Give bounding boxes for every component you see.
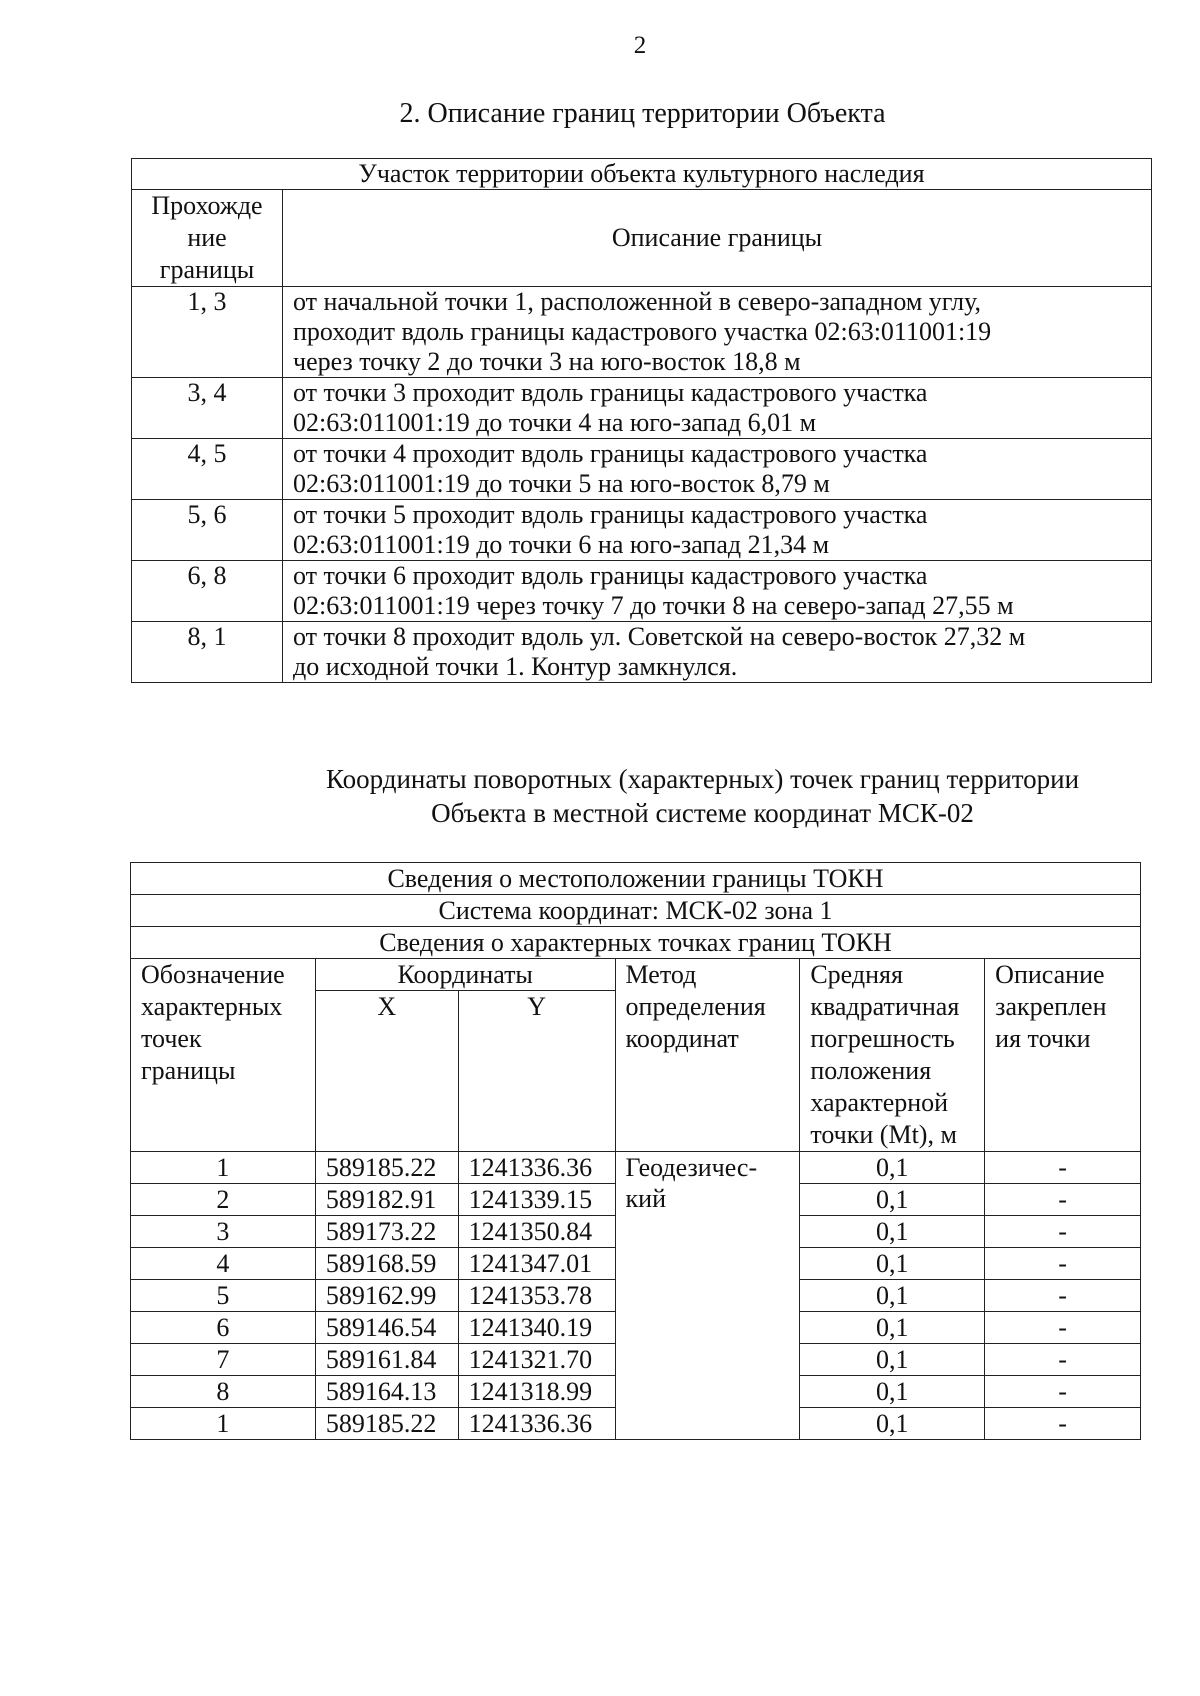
col-error-line: Средняя [810,960,903,989]
fix-cell: - [985,1344,1141,1376]
coordinates-title [240,762,1165,830]
description-cell [283,561,1152,622]
col-passage-header [132,190,283,287]
col-error-line: точки (Mt), м [810,1120,957,1149]
table-row [131,1152,1141,1184]
col-error-line: положения [810,1056,932,1085]
table2-head-location: Сведения о местоположении границы ТОКН [131,863,1141,895]
col-error-line: квадратичная [810,992,960,1021]
col-passage-line: ние [187,223,227,252]
table2-head-system: Система координат: МСК-02 зона 1 [131,895,1141,927]
description-line: 02:63:011001:19 до точки 6 на юго-запад 21,34 м [293,530,830,559]
fix-cell: - [985,1312,1141,1344]
col-error-line: погрешность [810,1024,955,1053]
x-cell: 589161.84 [315,1344,458,1376]
x-cell: 589162.99 [315,1280,458,1312]
description-line: 02:63:011001:19 через точку 7 до точки 8 на северо-запад 27,55 м [293,591,1014,620]
segment-cell: 6, 8 [132,561,283,622]
col-description-header: Описание границы [283,190,1152,287]
x-cell: 589146.54 [315,1312,458,1344]
col-error-line: характерной [810,1088,949,1117]
col-x-header: X [315,991,458,1152]
y-cell: 1241318.99 [458,1376,615,1408]
error-cell: 0,1 [800,1408,985,1440]
table-row [132,439,1152,500]
error-cell: 0,1 [800,1376,985,1408]
boundary-description-table [131,158,1152,683]
fix-cell: - [985,1184,1141,1216]
error-cell: 0,1 [800,1184,985,1216]
description-line: от начальной точки 1, расположенной в северо-западном углу, [293,287,982,316]
point-number-cell: 5 [131,1280,316,1312]
segment-cell: 4, 5 [132,439,283,500]
col-point-line: характерных [141,992,283,1021]
point-number-cell: 2 [131,1184,316,1216]
error-cell: 0,1 [800,1152,985,1184]
coordinates-title-line: Объекта в местной системе координат МСК-02 [431,798,974,828]
col-method-header [615,959,800,1152]
description-cell [283,622,1152,683]
table2-head-points: Сведения о характерных точках границ ТОКН [131,927,1141,959]
y-cell: 1241336.36 [458,1408,615,1440]
description-line: 02:63:011001:19 до точки 5 на юго-восток 8,79 м [293,469,830,498]
col-error-header [800,959,985,1152]
table-row [132,622,1152,683]
fix-cell: - [985,1152,1141,1184]
description-line: 02:63:011001:19 до точки 4 на юго-запад 6,01 м [293,408,817,437]
page-number: 2 [633,32,647,59]
table-row [132,500,1152,561]
x-cell: 589173.22 [315,1216,458,1248]
point-number-cell: 7 [131,1344,316,1376]
x-cell: 589185.22 [315,1152,458,1184]
fix-cell: - [985,1248,1141,1280]
col-fix-line: ия точки [995,1024,1091,1053]
col-fix-header [985,959,1141,1152]
description-cell [283,439,1152,500]
table2-colheader-row [131,959,1141,991]
col-point-line: границы [141,1056,236,1085]
point-number-cell: 4 [131,1248,316,1280]
fix-cell: - [985,1408,1141,1440]
segment-cell: 5, 6 [132,500,283,561]
col-coords-header: Координаты [315,959,615,991]
error-cell: 0,1 [800,1280,985,1312]
table2-head-row [131,863,1141,895]
table1-title-row [132,159,1152,190]
segment-cell: 1, 3 [132,287,283,378]
coordinates-table [130,862,1141,1440]
x-cell: 589182.91 [315,1184,458,1216]
error-cell: 0,1 [800,1344,985,1376]
col-method-line: координат [625,1024,739,1053]
table1-header-row [132,190,1152,287]
section-title: 2. Описание границ территории Объекта [399,98,886,129]
point-number-cell: 3 [131,1216,316,1248]
description-line: через точку 2 до точки 3 на юго-восток 18,8 м [293,347,801,376]
y-cell: 1241321.70 [458,1344,615,1376]
col-method-line: Метод [625,960,697,989]
error-cell: 0,1 [800,1312,985,1344]
error-cell: 0,1 [800,1248,985,1280]
fix-cell: - [985,1376,1141,1408]
description-line: от точки 5 проходит вдоль границы кадастрового участка [293,500,928,529]
description-cell [283,378,1152,439]
table1-title: Участок территории объекта культурного наследия [132,159,1152,190]
table2-head-row [131,927,1141,959]
error-cell: 0,1 [800,1216,985,1248]
description-cell [283,500,1152,561]
y-cell: 1241340.19 [458,1312,615,1344]
y-cell: 1241339.15 [458,1184,615,1216]
coordinates-title-line: Координаты поворотных (характерных) точек границ территории [325,764,1080,794]
col-fix-line: Описание [995,960,1105,989]
point-number-cell: 8 [131,1376,316,1408]
y-cell: 1241353.78 [458,1280,615,1312]
col-y-header: Y [458,991,615,1152]
x-cell: 589185.22 [315,1408,458,1440]
table-row [132,378,1152,439]
description-line: проходит вдоль границы кадастрового участка 02:63:011001:19 [293,317,992,346]
col-passage-line: Прохожде [151,191,263,220]
x-cell: 589168.59 [315,1248,458,1280]
description-line: от точки 8 проходит вдоль ул. Советской на северо-восток 27,32 м [293,622,1026,651]
fix-cell: - [985,1216,1141,1248]
col-fix-line: закреплен [995,992,1107,1021]
method-line: кий [625,1184,666,1213]
col-passage-line: границы [159,255,255,284]
point-number-cell: 6 [131,1312,316,1344]
table2-head-row [131,895,1141,927]
segment-cell: 8, 1 [132,622,283,683]
col-point-line: Обозначение [141,960,285,989]
method-cell [615,1152,800,1440]
col-method-line: определения [625,992,766,1021]
description-line: до исходной точки 1. Контур замкнулся. [293,652,738,681]
point-number-cell: 1 [131,1152,316,1184]
y-cell: 1241347.01 [458,1248,615,1280]
method-line: Геодезичес- [625,1153,758,1182]
description-line: от точки 3 проходит вдоль границы кадастрового участка [293,378,928,407]
description-cell [283,287,1152,378]
point-number-cell: 1 [131,1408,316,1440]
col-point-header [131,959,316,1152]
segment-cell: 3, 4 [132,378,283,439]
description-line: от точки 4 проходит вдоль границы кадастрового участка [293,439,928,468]
description-line: от точки 6 проходит вдоль границы кадастрового участка [293,561,928,590]
y-cell: 1241336.36 [458,1152,615,1184]
col-point-line: точек [141,1024,202,1053]
x-cell: 589164.13 [315,1376,458,1408]
y-cell: 1241350.84 [458,1216,615,1248]
fix-cell: - [985,1280,1141,1312]
table-row [132,561,1152,622]
table-row [132,287,1152,378]
